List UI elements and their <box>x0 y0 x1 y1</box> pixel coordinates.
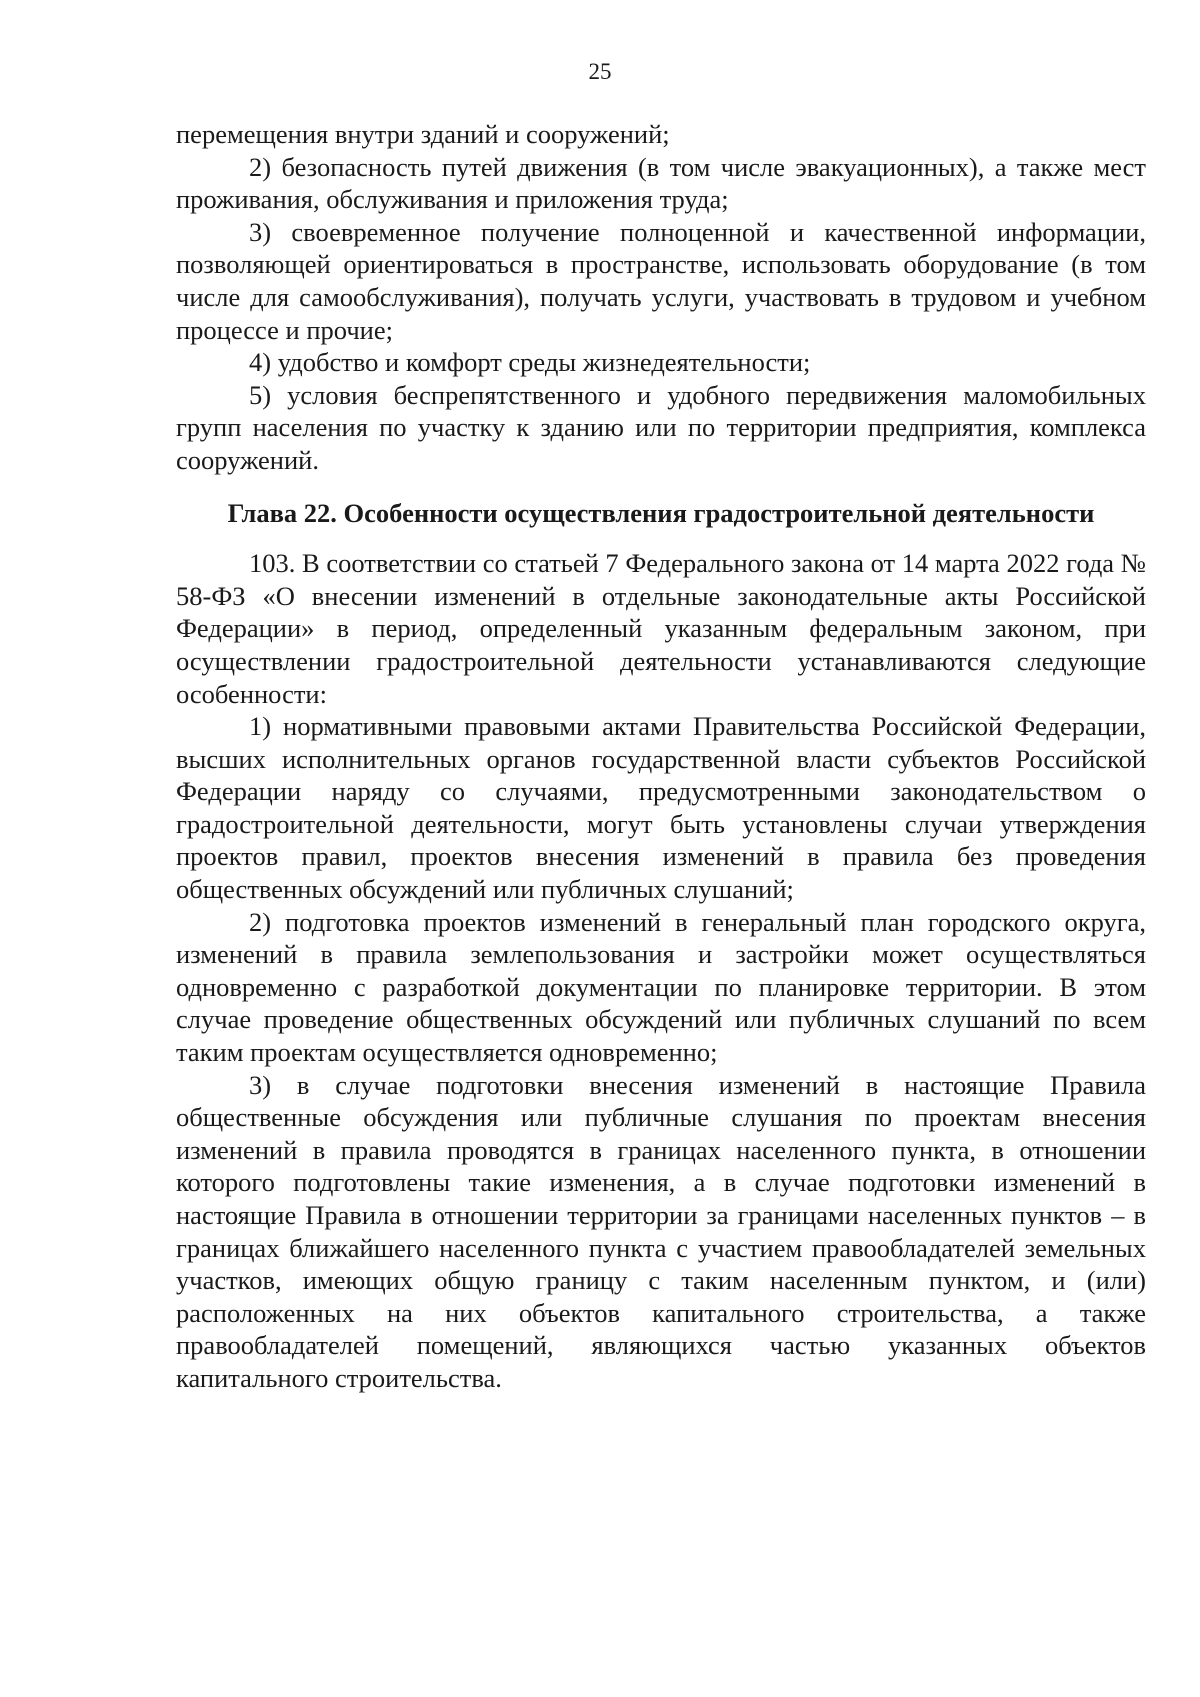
page-number: 25 <box>588 59 612 84</box>
document-body <box>176 118 1146 1395</box>
paragraph-103: 103. В соответствии со статьей 7 Федерального закона от 14 марта 2022 года № 58-ФЗ «О внесении изменений в отдельные законодательные акты Российской Федерации» в период, определенный указанным федеральным законом, при осуществлении градостроительной деятельности устанавливаются следующие особенности: <box>176 548 1146 709</box>
list-item-5: 5) условия беспрепятственного и удобного передвижения маломобильных групп населения по участку к зданию или по территории предприятия, комплекса сооружений. <box>176 379 1146 475</box>
subitem-3: 3) в случае подготовки внесения изменений в настоящие Правила общественные обсуждения или публичные слушания по проектам внесения изменений в правила проводятся в границах населенного пункта, в отношении которого подготовлены такие изменения, а в случае подготовки изменений в настоящие Правила в отношении территории за границами населенных пунктов – в границах ближайшего населенного пункта с участием правообладателей земельных участков, имеющих общую границу с таким населенным пунктом, и (или) расположенных на них объектов капитального строительства, а также правообладателей помещений, являющихся частью указанных объектов капитального строительства. <box>176 1069 1146 1393</box>
subitem-2: 2) подготовка проектов изменений в генеральный план городского округа, изменений в правила землепользования и застройки может осуществляться одновременно с разработкой документации по планировке территории. В этом случае проведение общественных обсуждений или публичных слушаний по всем таким проектам осуществляется одновременно; <box>176 906 1146 1068</box>
subitem-1: 1) нормативными правовыми актами Правительства Российской Федерации, высших исполнительных органов государственной власти субъектов Российской Федерации наряду со случаями, предусмотренными законодательством о градостроительной деятельности, могут быть установлены случаи утверждения проектов правил, проектов внесения изменений в правила без проведения общественных обсуждений или публичных слушаний; <box>176 711 1146 905</box>
list-item-2: 2) безопасность путей движения (в том числе эвакуационных), а также мест проживания, обслуживания и приложения труда; <box>176 151 1146 215</box>
paragraph-continuation: перемещения внутри зданий и сооружений; <box>176 119 670 149</box>
list-item-3: 3) своевременное получение полноценной и качественной информации, позволяющей ориентироваться в пространстве, использовать оборудование (в том числе для самообслуживания), получать услуги, участвовать в трудовом и учебном процессе и прочие; <box>176 216 1146 345</box>
chapter-heading: Глава 22. Особенности осуществления градостроительной деятельности <box>227 497 1095 528</box>
list-item-4: 4) удобство и комфорт среды жизнедеятельности; <box>249 347 811 378</box>
